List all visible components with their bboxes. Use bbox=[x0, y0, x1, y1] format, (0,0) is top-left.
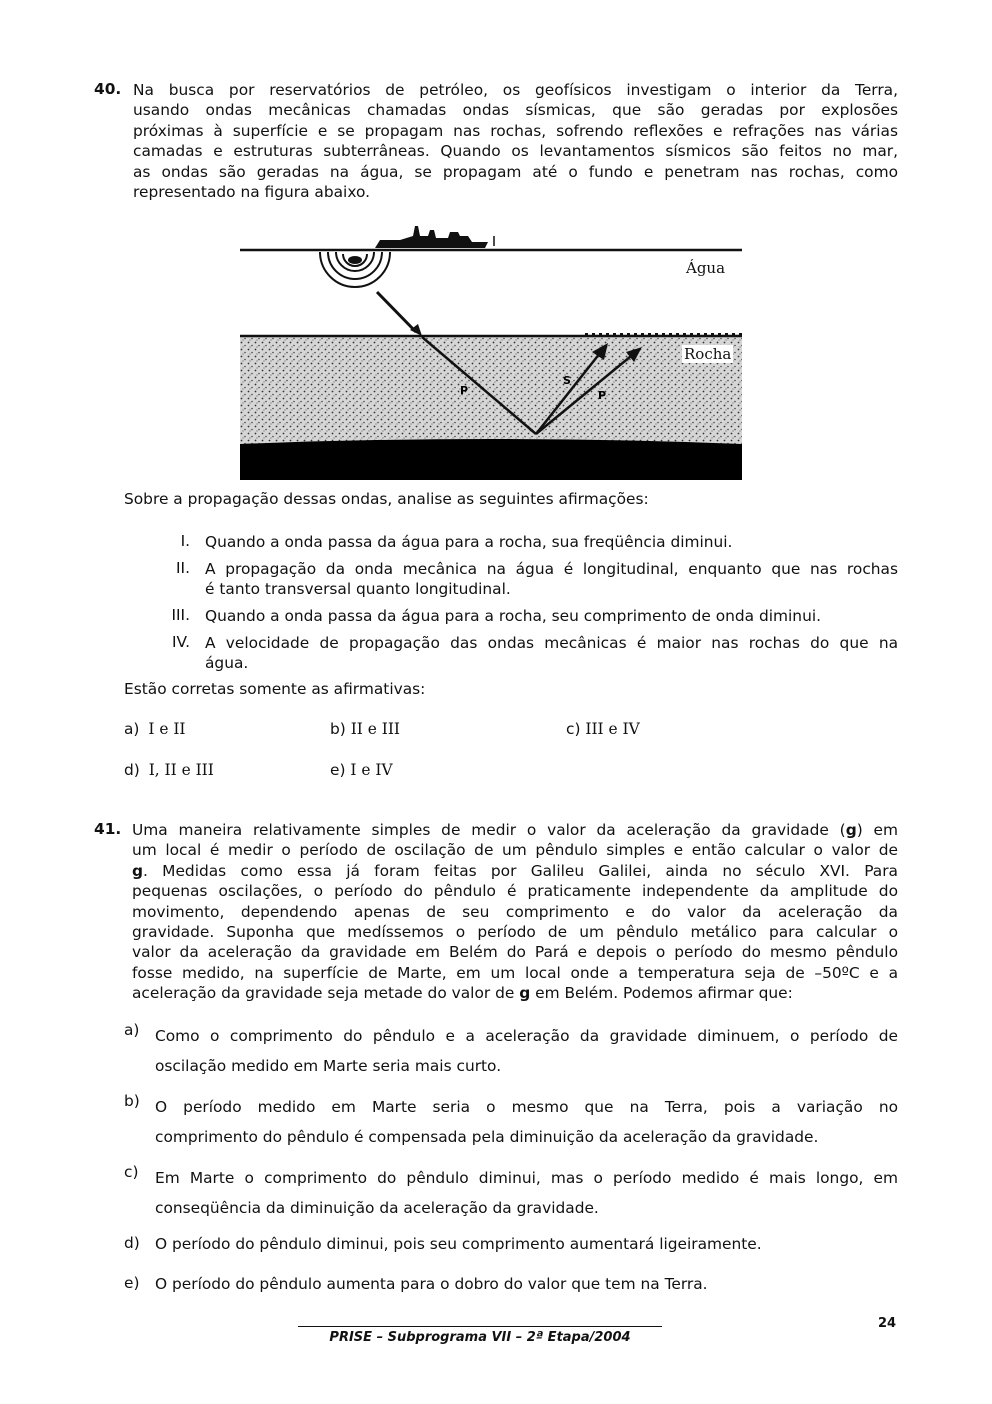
statement-line: Quando a onda passa da água para a rocha, sua freqüência diminui. bbox=[205, 533, 733, 551]
option-text: I e II bbox=[148, 720, 186, 738]
bedrock-layer bbox=[240, 439, 742, 480]
text-line: camadas e estruturas subterrâneas. Quando os levantamentos sísmicos são feitos no mar, bbox=[133, 142, 898, 161]
question-40-text bbox=[133, 80, 898, 202]
option-letter: a) bbox=[124, 1021, 140, 1039]
label-water: Água bbox=[686, 259, 726, 277]
statement-line: A propagação da onda mecânica na água é longitudinal, enquanto que nas rochas bbox=[205, 560, 898, 578]
option-text: II e III bbox=[350, 720, 400, 738]
option-e[interactable] bbox=[124, 1274, 139, 1292]
text-line: gravidade. Suponha que medíssemos o período de um pêndulo metálico para calcular o bbox=[132, 923, 898, 942]
option-letter: b) bbox=[124, 1092, 140, 1110]
statement-numeral: III. bbox=[171, 606, 190, 624]
option-letter: d) bbox=[124, 1234, 140, 1252]
statement-ii bbox=[205, 559, 898, 600]
wave-source-icon bbox=[320, 252, 390, 287]
option-letter: a) bbox=[124, 720, 140, 738]
option-letter: b) bbox=[330, 720, 346, 738]
option-letter: c) bbox=[566, 720, 581, 738]
text-line: g. Medidas como essa já foram feitas por Galileu Galilei, ainda no século XVI. Para bbox=[132, 861, 898, 880]
text-line: Na busca por reservatórios de petróleo, os geofísicos investigam o interior da Terra, bbox=[133, 81, 898, 99]
label-rock: Rocha bbox=[684, 345, 732, 363]
text-line: movimento, dependendo apenas de seu comprimento e do valor da aceleração da bbox=[132, 902, 898, 921]
statement-i bbox=[205, 532, 898, 552]
question-40-number: 40. bbox=[94, 80, 122, 98]
ray-label-p1: P bbox=[460, 384, 469, 397]
statement-numeral: I. bbox=[180, 532, 190, 550]
option-letter: d) bbox=[124, 761, 140, 779]
option-d[interactable] bbox=[124, 761, 214, 779]
option-e[interactable] bbox=[330, 761, 393, 779]
option-letter: c) bbox=[124, 1163, 139, 1181]
option-text: III e IV bbox=[585, 720, 640, 738]
option-letter: e) bbox=[124, 1274, 140, 1292]
statement-numeral: IV. bbox=[172, 633, 190, 651]
seismic-diagram bbox=[240, 222, 742, 480]
text-line: aceleração da gravidade seja metade do valor de g em Belém. Podemos afirmar que: bbox=[132, 984, 793, 1003]
option-line: O período do pêndulo diminui, pois seu comprimento aumentará ligeiramente. bbox=[155, 1235, 762, 1253]
ray-label-s: S bbox=[563, 374, 571, 387]
footer-text: PRISE – Subprograma VII – 2ª Etapa/2004 bbox=[329, 1330, 631, 1345]
text-line: valor da aceleração da gravidade em Belém do Pará e depois o período do mesmo pêndulo bbox=[132, 943, 898, 962]
option-c[interactable] bbox=[566, 720, 640, 738]
text-line: fosse medido, na superfície de Marte, em um local onde a temperatura seja de –50ºC e a bbox=[132, 963, 898, 982]
option-d[interactable] bbox=[124, 1234, 140, 1252]
text-line: usando ondas mecânicas chamadas ondas sísmicas, que são geradas por explosões bbox=[133, 101, 898, 120]
statement-line: água. bbox=[205, 654, 249, 673]
option-b-text bbox=[155, 1092, 898, 1152]
statement-line: Quando a onda passa da água para a rocha, seu comprimento de onda diminui. bbox=[205, 607, 821, 625]
option-b[interactable] bbox=[124, 1092, 140, 1110]
option-d-text bbox=[155, 1234, 762, 1254]
question-41-text bbox=[132, 820, 898, 1004]
question-40-prompt: Estão corretas somente as afirmativas: bbox=[124, 680, 426, 698]
option-letter: e) bbox=[330, 761, 346, 779]
option-line: oscilação medido em Marte seria mais curto. bbox=[155, 1057, 502, 1075]
incident-ray bbox=[377, 292, 416, 332]
question-40-intro: Sobre a propagação dessas ondas, analise as seguintes afirmações: bbox=[124, 490, 649, 508]
option-line: O período medido em Marte seria o mesmo que na Terra, pois a variação no bbox=[155, 1098, 898, 1116]
page-number: 24 bbox=[878, 1316, 897, 1331]
text-line: pequenas oscilações, o período do pêndulo é praticamente independente da amplitude do bbox=[132, 882, 898, 901]
option-text: I e IV bbox=[350, 761, 393, 779]
text-line: Uma maneira relativamente simples de medir o valor da aceleração da gravidade (g) em bbox=[132, 821, 898, 839]
option-b[interactable] bbox=[330, 720, 400, 738]
ship-icon bbox=[375, 226, 494, 248]
option-a-text bbox=[155, 1021, 898, 1081]
option-line: Como o comprimento do pêndulo e a aceleração da gravidade diminuem, o período de bbox=[155, 1027, 898, 1045]
option-line: comprimento do pêndulo é compensada pela diminuição da aceleração da gravidade. bbox=[155, 1128, 819, 1146]
option-c-text bbox=[155, 1163, 898, 1223]
option-line: Em Marte o comprimento do pêndulo diminui, mas o período medido é mais longo, em bbox=[155, 1169, 898, 1187]
text-line: um local é medir o período de oscilação de um pêndulo simples e então calcular o valor de bbox=[132, 841, 898, 860]
seismic-figure bbox=[240, 222, 742, 480]
statement-numeral: II. bbox=[176, 559, 190, 577]
option-e-text bbox=[155, 1274, 708, 1294]
footer-divider bbox=[298, 1326, 662, 1327]
ray-label-p2: P bbox=[598, 389, 607, 402]
statement-line: A velocidade de propagação das ondas mecânicas é maior nas rochas do que na bbox=[205, 634, 898, 652]
option-c[interactable] bbox=[124, 1163, 138, 1181]
option-line: O período do pêndulo aumenta para o dobro do valor que tem na Terra. bbox=[155, 1275, 708, 1293]
option-a[interactable] bbox=[124, 720, 185, 738]
question-41-number: 41. bbox=[94, 820, 122, 838]
statement-line: é tanto transversal quanto longitudinal. bbox=[205, 580, 511, 599]
rock-layer bbox=[240, 336, 742, 446]
text-line: as ondas são geradas na água, se propagam até o fundo e penetram nas rochas, como bbox=[133, 162, 898, 181]
statement-iv bbox=[205, 633, 898, 674]
option-a[interactable] bbox=[124, 1021, 139, 1039]
text-line: próximas à superfície e se propagam nas rochas, sofrendo reflexões e refrações nas várias bbox=[133, 121, 898, 140]
option-text: I, II e III bbox=[148, 761, 214, 779]
statement-iii bbox=[205, 606, 898, 626]
option-line: conseqüência da diminuição da aceleração da gravidade. bbox=[155, 1199, 599, 1217]
text-line: representado na figura abaixo. bbox=[133, 183, 370, 202]
